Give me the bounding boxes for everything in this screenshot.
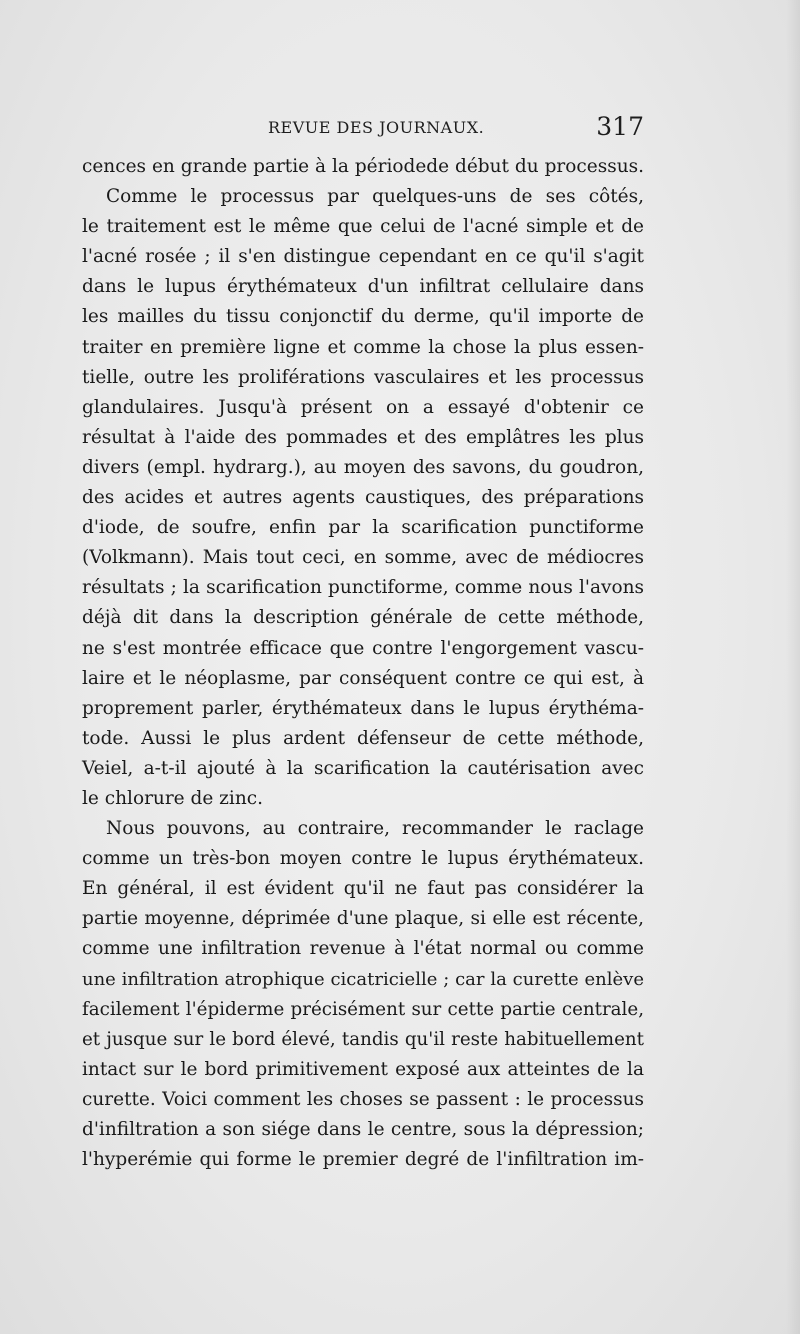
text-line: dans le lupus érythémateux d'un infiltrat cellulaire dans xyxy=(82,276,644,298)
text-line: partie moyenne, déprimée d'une plaque, si elle est récente, xyxy=(82,908,644,930)
text-line: une infiltration atrophique cicatricielle ; car la curette enlève xyxy=(82,968,644,990)
text-line: divers (empl. hydrarg.), au moyen des savons, du goudron, xyxy=(82,456,644,478)
body-text xyxy=(82,152,644,1175)
text-line: d'infiltration a son siége dans le centre, sous la dépression; xyxy=(82,1119,644,1140)
text-line: curette. Voici comment les choses se passent : le processus xyxy=(82,1088,644,1110)
text-line: résultats ; la scarification punctiforme, comme nous l'avons xyxy=(82,577,644,599)
text-line: déjà dit dans la description générale de cette méthode, xyxy=(82,607,644,629)
text-line: laire et le néoplasme, par conséquent contre ce qui est, à xyxy=(82,667,644,689)
text-line: tode. Aussi le plus ardent défenseur de cette méthode, xyxy=(82,727,644,749)
text-line: (Volkmann). Mais tout ceci, en somme, avec de médiocres xyxy=(82,547,644,569)
text-line: d'iode, de soufre, enfin par la scarification punctiforme xyxy=(82,517,644,539)
text-line: intact sur le bord primitivement exposé aux atteintes de la xyxy=(82,1058,644,1080)
text-line: l'hyperémie qui forme le premier degré de l'infiltration im- xyxy=(82,1149,644,1171)
text-line: cences en grande partie à la périodede début du processus. xyxy=(82,156,644,177)
text-line: glandulaires. Jusqu'à présent on a essayé d'obtenir ce xyxy=(82,396,644,418)
text-line: comme un très-bon moyen contre le lupus érythémateux. xyxy=(82,848,644,870)
text-line: résultat à l'aide des pommades et des emplâtres les plus xyxy=(82,426,644,448)
text-line: ne s'est montrée efficace que contre l'engorgement vascu- xyxy=(82,637,644,659)
text-line: facilement l'épiderme précisément sur cette partie centrale, xyxy=(82,998,644,1020)
text-line: des acides et autres agents caustiques, des préparations xyxy=(82,487,644,509)
text-line: comme une infiltration revenue à l'état normal ou comme xyxy=(82,938,644,960)
running-title: REVUE DES JOURNAUX. xyxy=(268,118,485,137)
text-line: et jusque sur le bord élevé, tandis qu'il reste habituellement xyxy=(82,1028,644,1050)
text-line: tielle, outre les proliférations vasculaires et les processus xyxy=(82,366,644,388)
text-line: les mailles du tissu conjonctif du derme, qu'il importe de xyxy=(82,306,644,328)
text-line: En général, il est évident qu'il ne faut pas considérer la xyxy=(82,878,644,900)
running-header xyxy=(82,112,644,148)
text-line: traiter en première ligne et comme la chose la plus essen- xyxy=(82,336,644,358)
text-line: Nous pouvons, au contraire, recommander le raclage xyxy=(106,818,644,840)
text-line: le chlorure de zinc. xyxy=(82,787,263,809)
text-line: Comme le processus par quelques-uns de ses côtés, xyxy=(106,186,644,208)
page-number: 317 xyxy=(596,112,644,141)
page-edge-shadow xyxy=(786,0,800,1334)
text-line: proprement parler, érythémateux dans le lupus érythéma- xyxy=(82,697,644,719)
text-line: Veiel, a-t-il ajouté à la scarification la cautérisation avec xyxy=(82,757,644,779)
text-line: le traitement est le même que celui de l'acné simple et de xyxy=(82,216,644,238)
text-line: l'acné rosée ; il s'en distingue cependant en ce qu'il s'agit xyxy=(82,246,644,268)
